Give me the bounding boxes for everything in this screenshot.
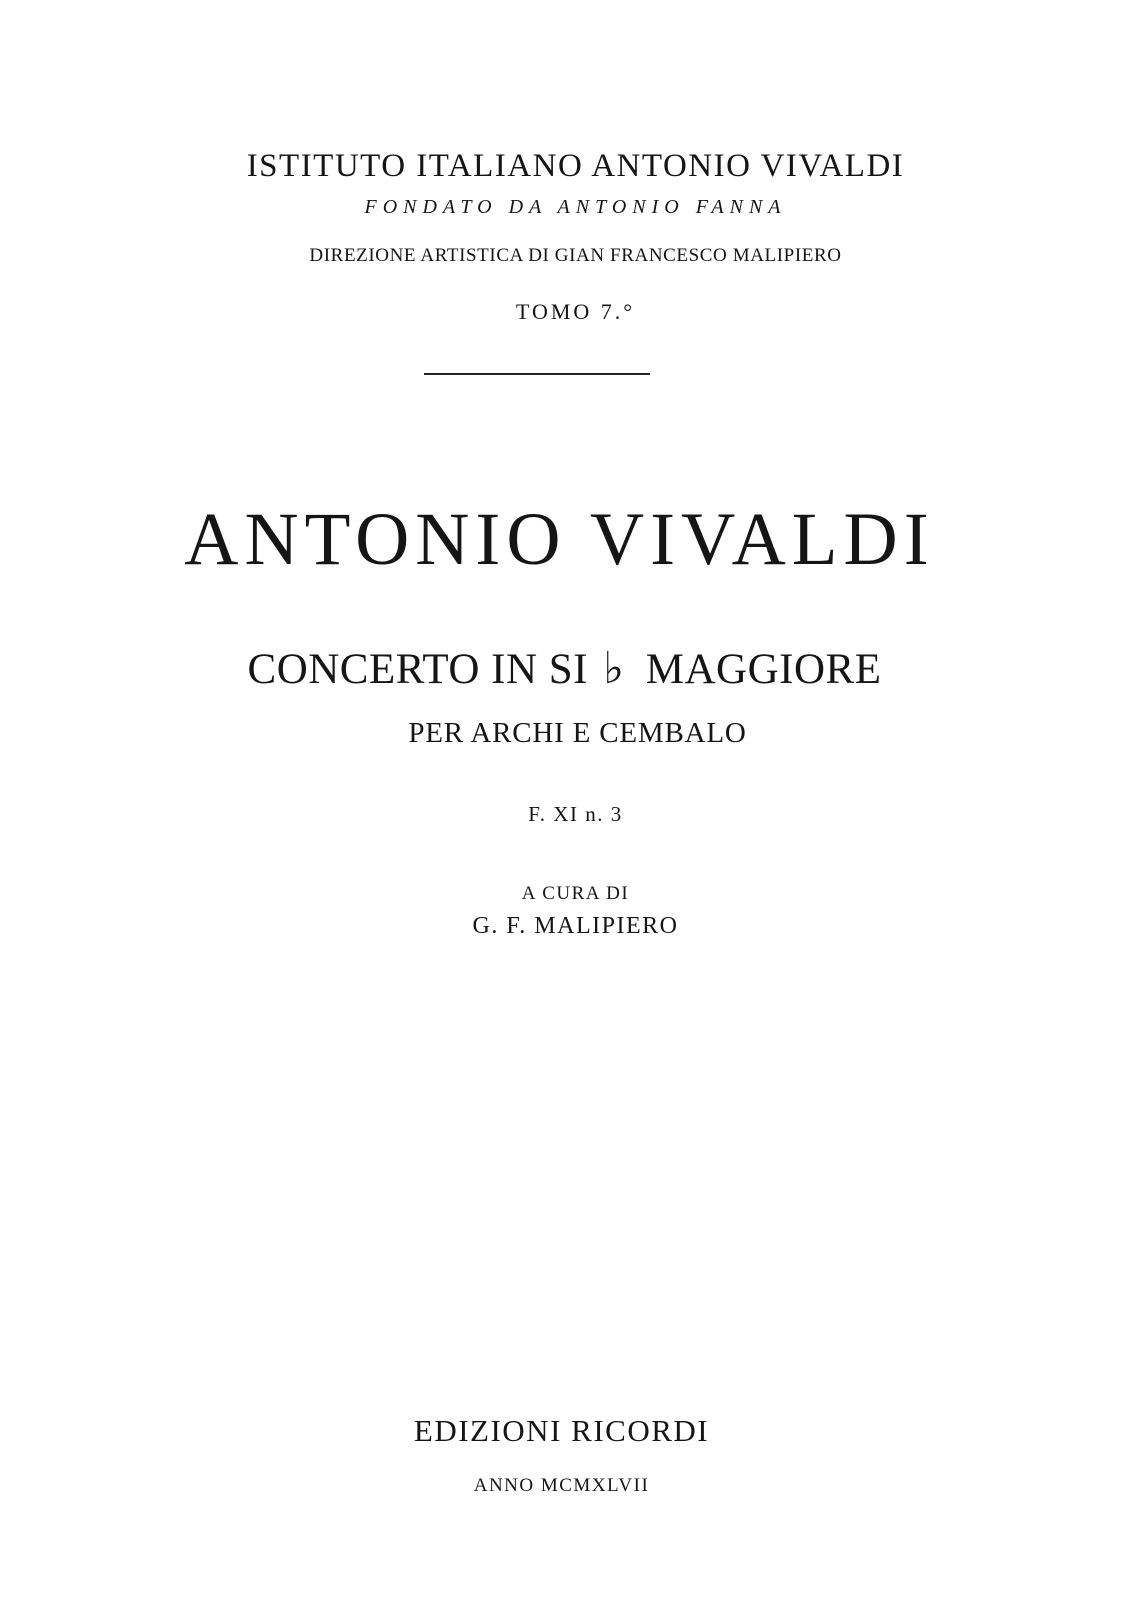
artistic-direction: DIREZIONE ARTISTICA DI GIAN FRANCESCO MALIPIERO	[309, 245, 842, 266]
work-title-key: CONCERTO IN SI	[247, 646, 588, 693]
divider-rule	[424, 373, 650, 375]
institute-name: ISTITUTO ITALIANO ANTONIO VIVALDI	[246, 148, 905, 184]
curated-by-label: A CURA DI	[521, 883, 630, 904]
composer-name: ANTONIO VIVALDI	[184, 498, 935, 581]
flat-symbol-icon: ♭	[603, 644, 625, 693]
work-title	[0, 643, 1130, 694]
founded-by: FONDATO DA ANTONIO FANNA	[364, 196, 787, 218]
work-title-mode: MAGGIORE	[645, 646, 882, 693]
publication-year: ANNO MCMXLVII	[473, 1475, 650, 1496]
catalog-number: F. XI n. 3	[528, 802, 623, 826]
volume-number: TOMO 7.°	[515, 299, 636, 324]
instrumentation: PER ARCHI E CEMBALO	[408, 717, 747, 749]
editor-name: G. F. MALIPIERO	[472, 913, 679, 939]
publisher-name: EDIZIONI RICORDI	[413, 1413, 710, 1448]
